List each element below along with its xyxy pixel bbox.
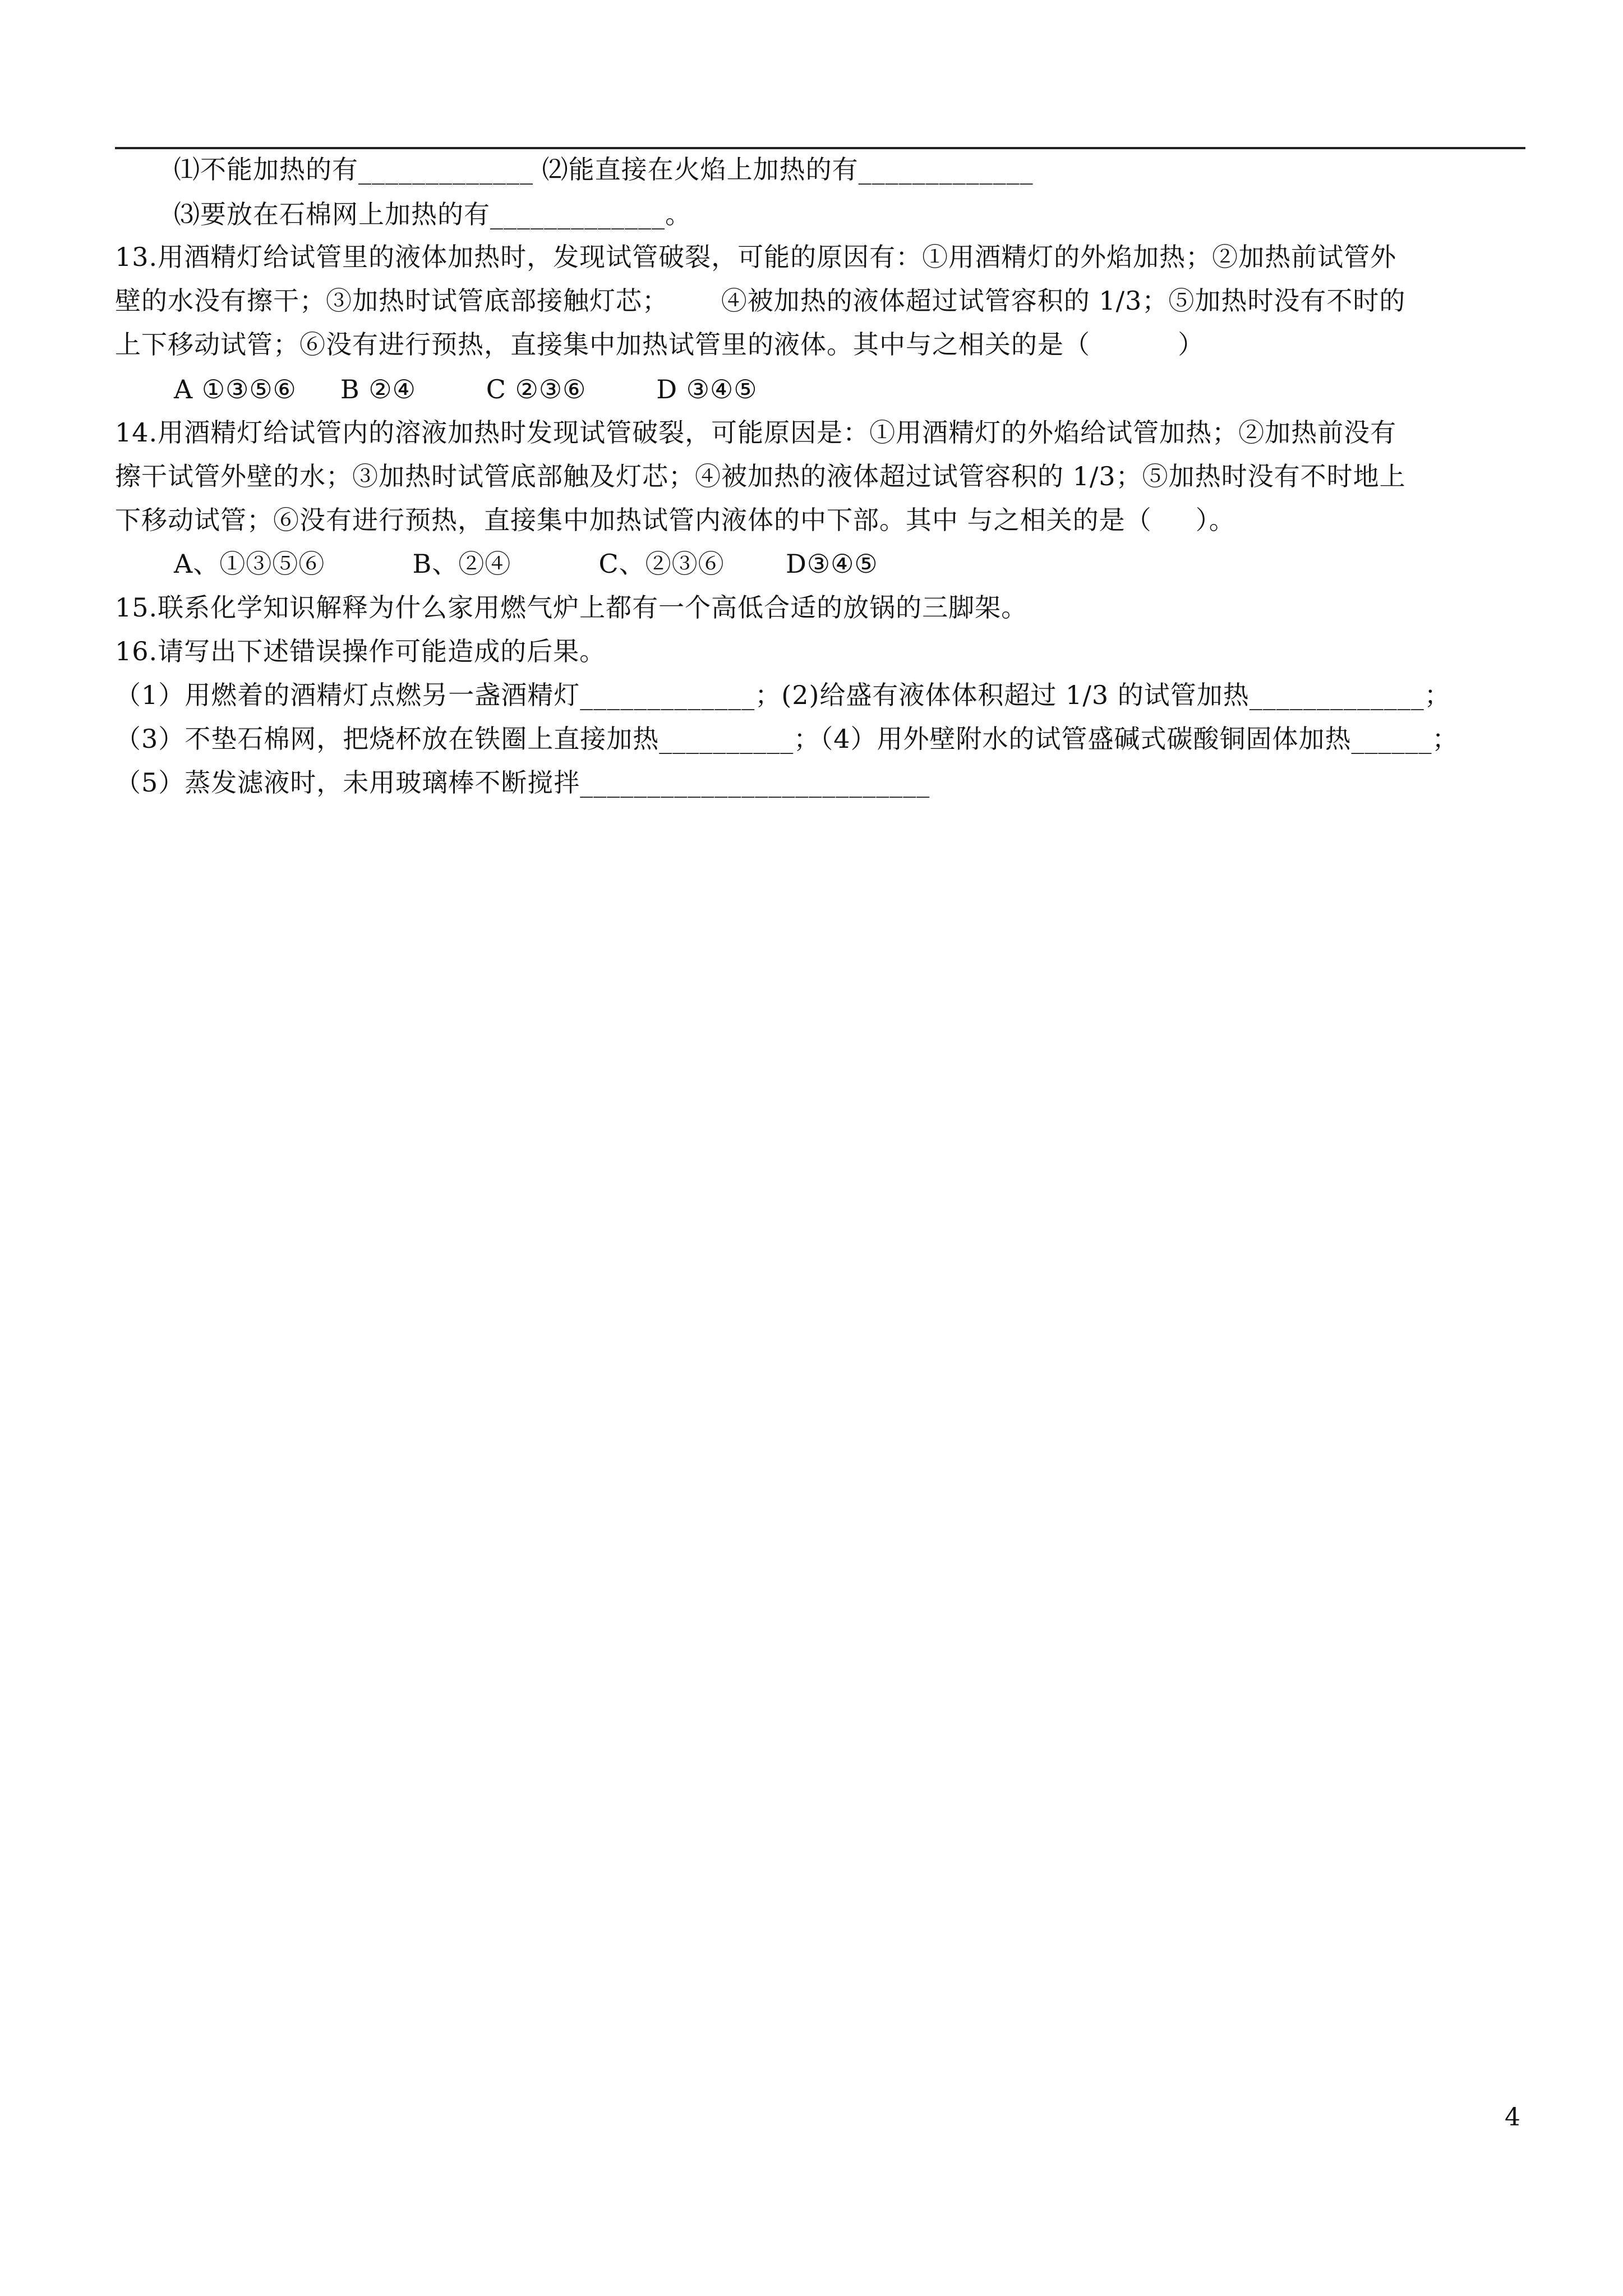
q15-line: 15.联系化学知识解释为什么家用燃气炉上都有一个高低合适的放锅的三脚架。 <box>115 592 1028 623</box>
q12-line-1: ⑴不能加热的有_____________ ⑵能直接在火焰上加热的有_____________ <box>174 154 1034 185</box>
q16-item-1-2: （1）用燃着的酒精灯点燃另一盏酒精灯_____________；(2)给盛有液体体积超过 1/3 的试管加热_____________； <box>115 680 1451 710</box>
q14-line-3: 下移动试管；⑥没有进行预热，直接集中加热试管内液体的中下部。其中 与之相关的是（ ）。 <box>115 505 1235 535</box>
q16-line: 16.请写出下述错误操作可能造成的后果。 <box>115 636 606 666</box>
q13-line-3: 上下移动试管；⑥没有进行预热，直接集中加热试管里的液体。其中与之相关的是（ ） <box>115 329 1205 360</box>
q13-options: A ①③⑤⑥ B ②④ C ②③⑥ D ③④⑤ <box>174 374 758 404</box>
q14-options: A、①③⑤⑥ B、②④ C、②③⑥ D③④⑤ <box>174 549 878 579</box>
q14-line-2: 擦干试管外壁的水；③加热时试管底部触及灯芯；④被加热的液体超过试管容积的 1/3；⑤加热时没有不时地上 <box>115 461 1406 491</box>
q12-line-2: ⑶要放在石棉网上加热的有_____________。 <box>174 199 691 229</box>
page-number: 4 <box>1505 2103 1520 2132</box>
q13-line-2: 壁的水没有擦干；③加热时试管底部接触灯芯； ④被加热的液体超过试管容积的 1/3；⑤加热时没有不时的 <box>115 286 1406 316</box>
q14-line-1: 14.用酒精灯给试管内的溶液加热时发现试管破裂，可能原因是：①用酒精灯的外焰给试管加热；②加热前没有 <box>115 417 1397 448</box>
q13-line-1: 13.用酒精灯给试管里的液体加热时，发现试管破裂，可能的原因有：①用酒精灯的外焰加热；②加热前试管外 <box>115 242 1397 272</box>
q16-item-3-4: （3）不垫石棉网，把烧杯放在铁圈上直接加热__________；（4）用外壁附水的试管盛碱式碳酸铜固体加热______； <box>115 724 1459 754</box>
q16-item-5: （5）蒸发滤液时，未用玻璃棒不断搅拌__________________________ <box>115 767 930 798</box>
